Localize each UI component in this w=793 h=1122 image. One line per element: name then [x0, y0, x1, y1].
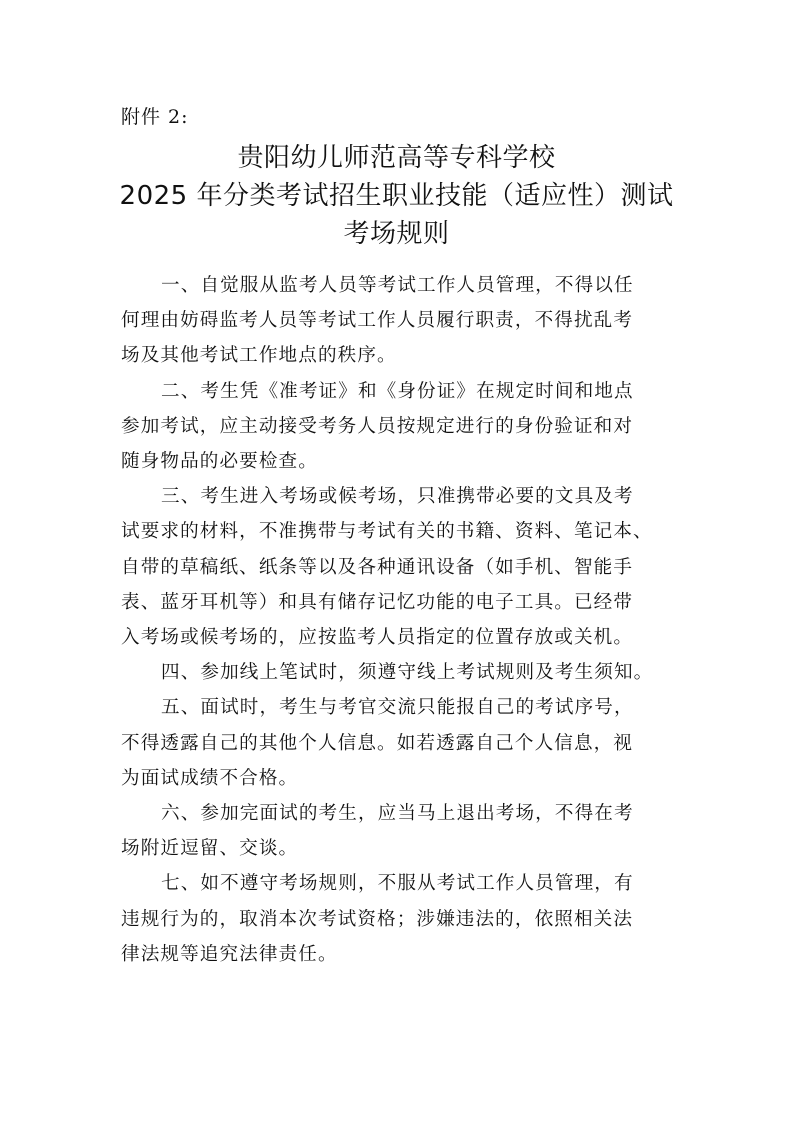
rule-6-line-1: 六、参加完面试的考生，应当马上退出考场，不得在考: [161, 803, 634, 825]
rule-3-line-5: 入考场或候考场的，应按监考人员指定的位置存放或关机。: [121, 627, 634, 649]
title-exam-name: 2025 年分类考试招生职业技能（适应性）测试: [119, 181, 674, 211]
rule-3-line-1: 三、考生进入考场或候考场，只准携带必要的文具及考: [161, 486, 634, 508]
rule-6: [121, 796, 675, 866]
title-rules-heading: 考场规则: [343, 219, 450, 249]
rule-4: [121, 655, 675, 690]
title-school-name: 贵阳幼儿师范高等专科学校: [237, 143, 556, 173]
rule-1-line-1: 一、自觉服从监考人员等考试工作人员管理，不得以任: [161, 275, 634, 296]
rule-5-line-1: 五、面试时，考生与考官交流只能报自己的考试序号，: [161, 697, 634, 719]
rule-3: [121, 479, 675, 655]
rule-2-line-2: 参加考试，应主动接受考务人员按规定进行的身份验证和对: [121, 415, 634, 437]
rule-7-line-2: 违规行为的，取消本次考试资格；涉嫌违法的，依照相关法: [121, 908, 634, 930]
rule-4-line-1: 四、参加线上笔试时，须遵守线上考试规则及考生须知。: [161, 662, 654, 684]
rule-5: [121, 690, 675, 796]
rule-2-line-3: 随身物品的必要检查。: [121, 451, 318, 473]
rule-7-line-3: 律法规等追究法律责任。: [121, 943, 338, 965]
rule-5-line-2: 不得透露自己的其他个人信息。如若透露自己个人信息，视: [121, 732, 634, 754]
rule-5-line-3: 为面试成绩不合格。: [121, 767, 299, 789]
rule-2-line-1: 二、考生凭《准考证》和《身份证》在规定时间和地点: [161, 380, 634, 402]
rule-7: [121, 866, 675, 972]
rule-3-line-3: 自带的草稿纸、纸条等以及各种通讯设备（如手机、智能手: [121, 556, 634, 578]
rule-1-line-2: 何理由妨碍监考人员等考试工作人员履行职责，不得扰乱考: [121, 310, 634, 332]
rule-1-line-3: 场及其他考试工作地点的秩序。: [121, 345, 397, 367]
attachment-label: 附件 2:: [121, 106, 189, 128]
rule-3-line-4: 表、蓝牙耳机等）和具有储存记忆功能的电子工具。已经带: [121, 591, 634, 613]
rule-2: [121, 374, 675, 480]
rule-1: [121, 268, 675, 374]
rules-list: [121, 268, 675, 972]
rule-3-line-2: 试要求的材料，不准携带与考试有关的书籍、资料、笔记本、: [121, 521, 653, 543]
document-title: [110, 139, 683, 253]
rule-6-line-2: 场附近逗留、交谈。: [121, 838, 299, 860]
rule-7-line-1: 七、如不遵守考场规则，不服从考试工作人员管理，有: [161, 873, 634, 895]
